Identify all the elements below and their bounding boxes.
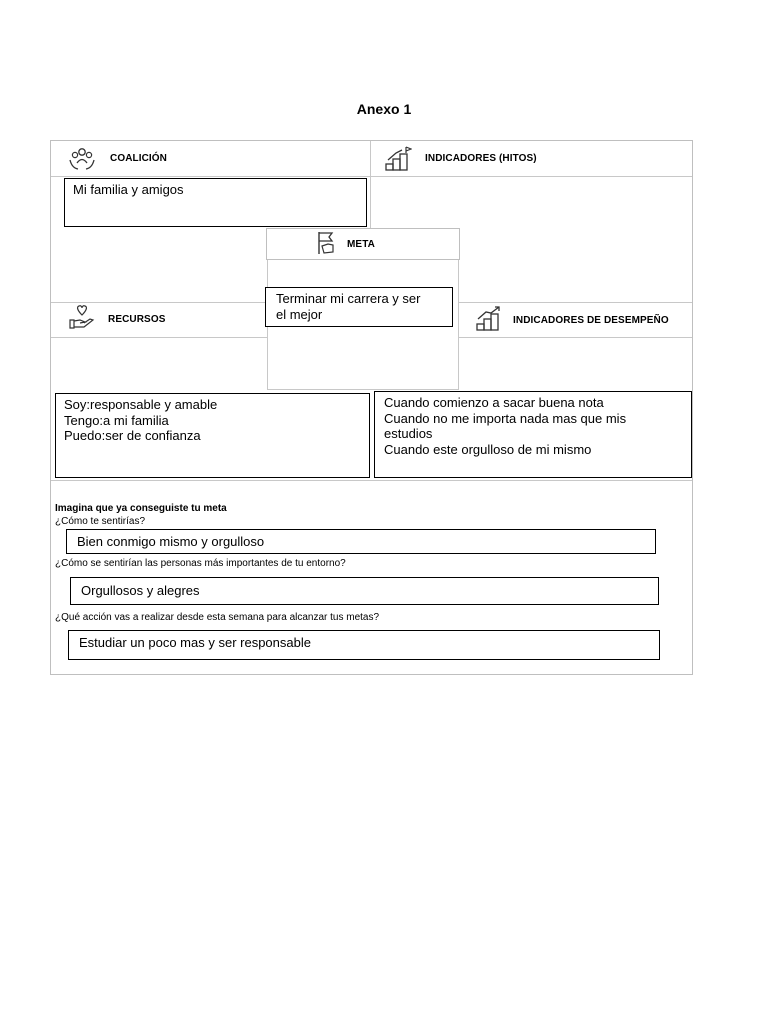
reflection-heading: Imagina que ya conseguiste tu meta [55, 503, 227, 514]
question-1: ¿Cómo te sentirías? [55, 516, 146, 527]
stairs-arrow-icon [475, 306, 503, 332]
desempeno-answer-line: estudios [384, 426, 433, 442]
indicadores-desempeno-label: INDICADORES DE DESEMPEÑO [513, 315, 669, 326]
answer-1: Bien conmigo mismo y orgulloso [66, 529, 656, 554]
question-3: ¿Qué acción vas a realizar desde esta semana para alcanzar tus metas? [55, 612, 380, 623]
meta-answer-line: Terminar mi carrera y ser [276, 291, 421, 306]
desempeno-answer-line: Cuando no me importa nada mas que mis [384, 410, 627, 426]
answer-2: Orgullosos y alegres [70, 577, 659, 605]
question-2: ¿Cómo se sentirían las personas más importantes de tu entorno? [55, 558, 346, 569]
meta-answer-line: el mejor [276, 306, 323, 322]
indicadores-hitos-label: INDICADORES (HITOS) [425, 153, 537, 164]
desempeno-answer-line: Cuando comienzo a sacar buena nota [384, 395, 604, 410]
divider [51, 176, 692, 177]
recursos-answer-line: Puedo:ser de confianza [64, 428, 201, 443]
divider [370, 141, 371, 229]
flag-hand-icon [314, 230, 342, 256]
page-title: Anexo 1 [356, 101, 412, 117]
coalicion-answer: Mi familia y amigos [64, 178, 367, 227]
divider [51, 480, 692, 481]
recursos-label: RECURSOS [108, 314, 166, 325]
heart-hand-icon [68, 304, 96, 330]
answer-3: Estudiar un poco mas y ser responsable [68, 630, 660, 660]
indicadores-desempeno-answer [374, 391, 692, 478]
recursos-answer [55, 393, 370, 478]
people-icon [68, 146, 96, 172]
desempeno-answer-line: Cuando este orgulloso de mi mismo [384, 441, 592, 457]
stairs-flag-icon [384, 146, 412, 172]
recursos-answer-line: Soy:responsable y amable [64, 397, 218, 412]
coalicion-label: COALICIÓN [110, 153, 168, 164]
recursos-answer-line: Tengo:a mi familia [64, 412, 169, 428]
meta-label: META [347, 239, 375, 250]
meta-answer [265, 287, 453, 327]
